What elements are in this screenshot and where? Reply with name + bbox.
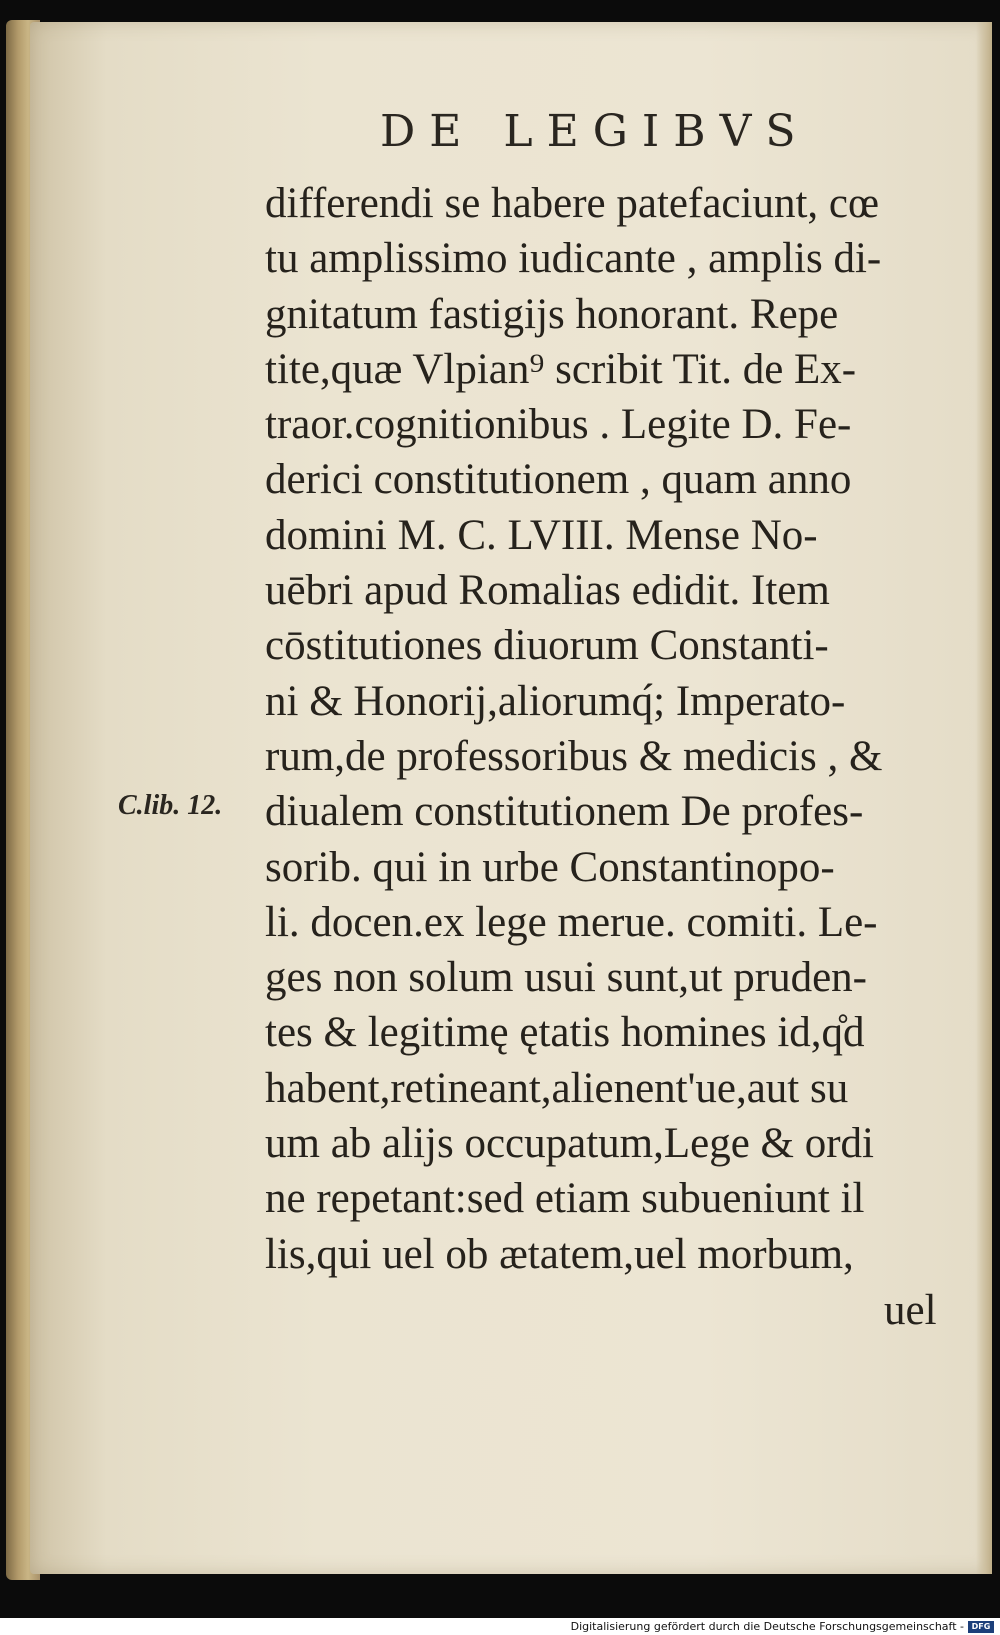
footer-bar — [0, 1618, 1000, 1635]
text-line: ni & Honorij,aliorumq́; Imperato- — [265, 677, 846, 725]
text-line: um ab alijs occupatum,Lege & ordi — [265, 1120, 874, 1168]
marginal-note: C.lib. 12. — [118, 790, 223, 821]
text-line: li. docen.ex lege merue. comiti. Le- — [265, 898, 878, 946]
body-text — [265, 176, 945, 1282]
text-line: habent,retineant,alienent'ue,aut su — [265, 1064, 849, 1112]
text-line: traor.cognitionibus . Legite D. Fe- — [265, 401, 852, 449]
text-line: diualem constitutionem De profes- — [265, 788, 864, 836]
page-gutter-shadow — [976, 22, 992, 1574]
text-line: uēbri apud Romalias edidit. Item — [265, 567, 830, 615]
text-line: lis,qui uel ob ætatem,uel morbum, — [265, 1230, 854, 1278]
text-line: derici constitutionem , quam anno — [265, 456, 852, 504]
text-line: tite,quæ Vlpian⁹ scribit Tit. de Ex- — [265, 345, 857, 393]
footer-credit: Digitalisierung gefördert durch die Deutsche Forschungsgemeinschaft - — [570, 1620, 964, 1633]
catchword: uel — [884, 1287, 937, 1334]
text-line: cōstitutiones diuorum Constanti- — [265, 622, 829, 670]
text-line: ne repetant:sed etiam subueniunt il — [265, 1175, 865, 1223]
text-line: ges non solum usui sunt,ut pruden- — [265, 954, 867, 1002]
dfg-logo[interactable]: DFG — [968, 1621, 994, 1633]
text-line: rum,de professoribus & medicis , & — [265, 732, 883, 780]
text-line: sorib. qui in urbe Constantinopo- — [265, 843, 835, 891]
running-head: DE LEGIBVS — [380, 106, 810, 157]
text-line: gnitatum fastigijs honorant. Repe — [265, 290, 839, 338]
text-line: tu amplissimo iudicante , amplis di- — [265, 235, 882, 283]
text-line: domini M. C. LVIII. Mense No- — [265, 511, 818, 559]
text-line: differendi se habere patefaciunt, cœ — [265, 180, 880, 227]
text-line: tes & legitimę ętatis homines id,q̊d — [265, 1009, 865, 1057]
